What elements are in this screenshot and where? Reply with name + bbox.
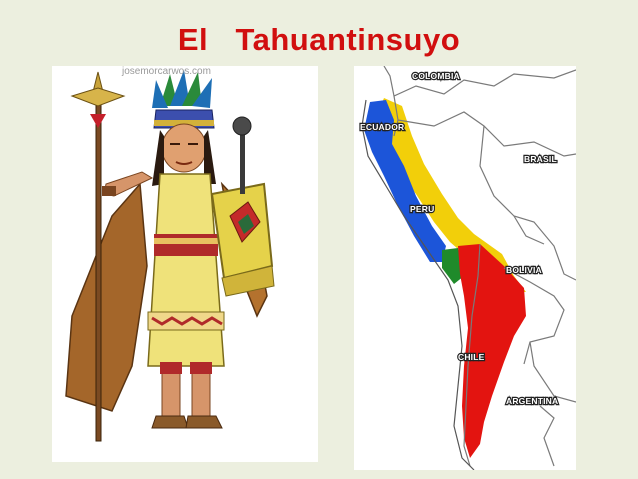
spear-tassel-icon xyxy=(90,114,106,128)
shield-icon xyxy=(212,184,274,296)
label-argentina: ARGENTINA xyxy=(506,396,559,406)
tahuantinsuyo-map xyxy=(354,66,576,470)
label-colombia: COLOMBIA xyxy=(412,71,460,81)
collasuyo-region xyxy=(458,244,526,458)
tunic-belt-icon xyxy=(154,234,218,256)
right-sandal-icon xyxy=(186,416,222,428)
left-sandal-icon xyxy=(152,416,188,428)
label-brasil: BRASIL xyxy=(524,154,557,164)
inca-territory xyxy=(364,98,526,458)
label-chile: CHILE xyxy=(458,352,485,362)
map-canvas xyxy=(354,66,576,470)
label-ecuador: ECUADOR xyxy=(360,122,405,132)
cape-icon xyxy=(66,184,147,411)
mace-head-icon xyxy=(233,117,251,135)
label-bolivia: BOLIVIA xyxy=(506,265,542,275)
illustration-watermark: josemorcarwos.com xyxy=(122,66,211,77)
label-peru: PERU xyxy=(410,204,435,214)
spear-blade-icon xyxy=(72,88,124,106)
inca-warrior-figure xyxy=(52,66,318,462)
slide-title: El Tahuantinsuyo xyxy=(177,22,461,57)
spear-shaft-icon xyxy=(96,96,101,441)
inca-warrior-illustration xyxy=(52,66,318,462)
